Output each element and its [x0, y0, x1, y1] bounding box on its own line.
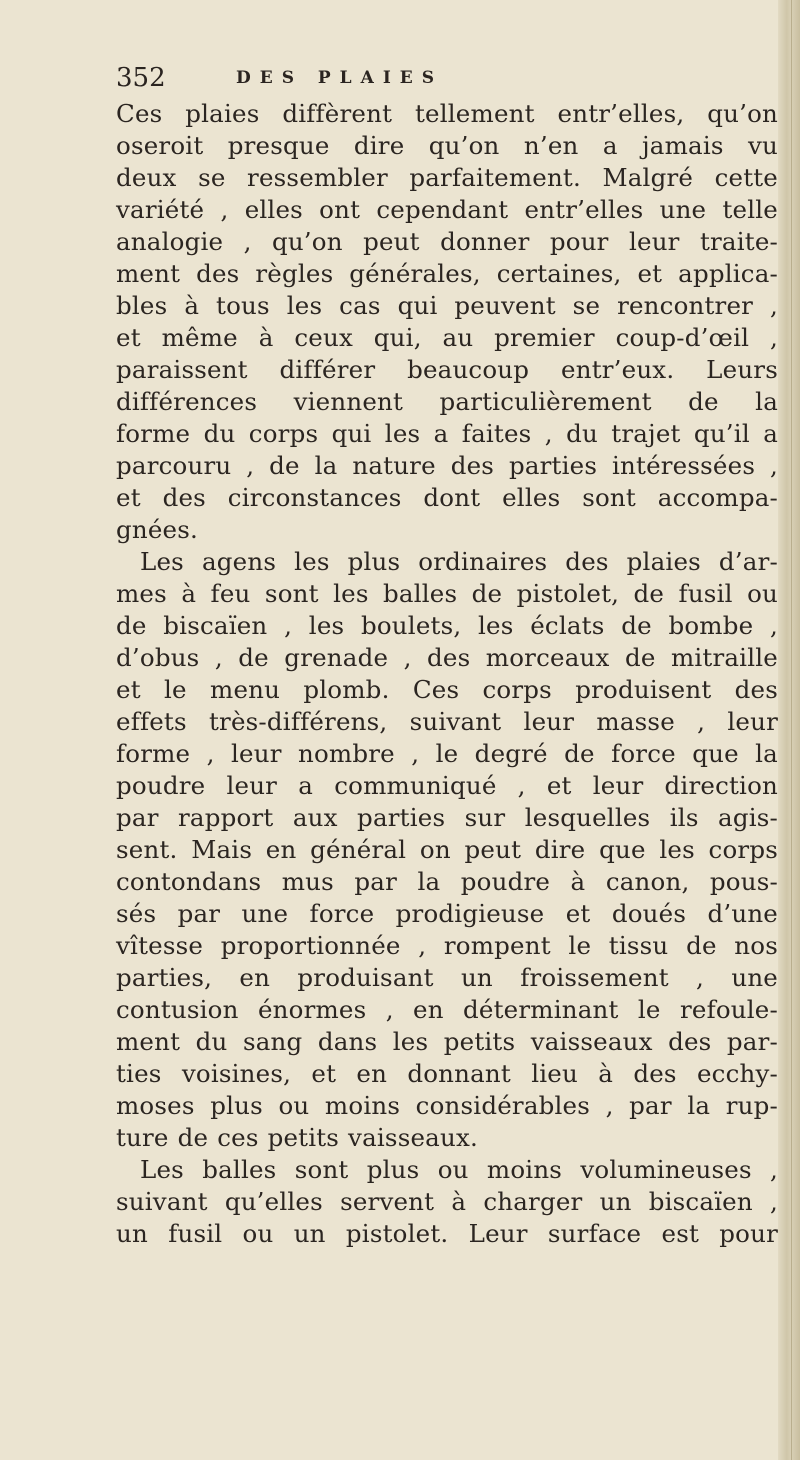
text-line: ties voisines, et en donnant lieu à des ecchy-: [116, 1059, 778, 1088]
text-line: ment du sang dans les petits vaisseaux des par-: [116, 1027, 778, 1056]
text-line: un fusil ou un pistolet. Leur surface est pour: [116, 1219, 778, 1248]
text-line: Les agens les plus ordinaires des plaies d’ar-: [140, 547, 778, 576]
text-line: contusion énormes , en déterminant le refoule-: [116, 995, 778, 1024]
text-line: parties, en produisant un froissement , une: [116, 963, 778, 992]
text-line: vîtesse proportionnée , rompent le tissu de nos: [116, 931, 778, 960]
text-line: d’obus , de grenade , des morceaux de mitraille: [116, 643, 778, 672]
text-line: ment des règles générales, certaines, et applica-: [116, 259, 778, 288]
text-line: ture de ces petits vaisseaux.: [116, 1123, 478, 1152]
page-edge: [778, 0, 800, 1460]
text-line: forme , leur nombre , le degré de force que la: [116, 739, 778, 768]
text-line: forme du corps qui les a faites , du trajet qu’il a: [116, 419, 778, 448]
text-line: Ces plaies diffèrent tellement entr’elles, qu’on: [116, 99, 778, 128]
text-line: sent. Mais en général on peut dire que les corps: [116, 835, 778, 864]
text-line: poudre leur a communiqué , et leur direction: [116, 771, 778, 800]
text-line: contondans mus par la poudre à canon, pous-: [116, 867, 778, 896]
text-line: suivant qu’elles servent à charger un biscaïen ,: [116, 1187, 778, 1216]
text-line: par rapport aux parties sur lesquelles ils agis-: [116, 803, 778, 832]
text-line: bles à tous les cas qui peuvent se rencontrer ,: [116, 291, 778, 320]
text-line: oseroit presque dire qu’on n’en a jamais vu: [116, 131, 778, 160]
text-line: Les balles sont plus ou moins volumineuses ,: [140, 1155, 778, 1184]
page-edge-line: [791, 0, 792, 1460]
text-line: analogie , qu’on peut donner pour leur traite-: [116, 227, 778, 256]
text-line: gnées.: [116, 515, 199, 544]
running-head: DES PLAIES: [236, 68, 444, 88]
text-line: parcouru , de la nature des parties intéressées ,: [116, 451, 778, 480]
text-line: effets très-différens, suivant leur masse , leur: [116, 707, 778, 736]
body-text: [116, 98, 778, 1250]
text-line: variété , elles ont cependant entr’elles une telle: [116, 195, 778, 224]
text-line: paraissent différer beaucoup entr’eux. Leurs: [116, 355, 778, 384]
page-number: 352: [116, 63, 166, 93]
text-line: deux se ressembler parfaitement. Malgré cette: [116, 163, 778, 192]
text-line: différences viennent particulièrement de la: [116, 387, 778, 416]
text-line: moses plus ou moins considérables , par la rup-: [116, 1091, 778, 1120]
text-line: de biscaïen , les boulets, les éclats de bombe ,: [116, 611, 778, 640]
text-line: et le menu plomb. Ces corps produisent des: [116, 675, 778, 704]
page-header: [116, 62, 776, 94]
text-line: et même à ceux qui, au premier coup-d’œil ,: [116, 323, 778, 352]
text-line: sés par une force prodigieuse et doués d’une: [116, 899, 778, 928]
text-line: et des circonstances dont elles sont accompa-: [116, 483, 778, 512]
text-line: mes à feu sont les balles de pistolet, de fusil ou: [116, 579, 778, 608]
